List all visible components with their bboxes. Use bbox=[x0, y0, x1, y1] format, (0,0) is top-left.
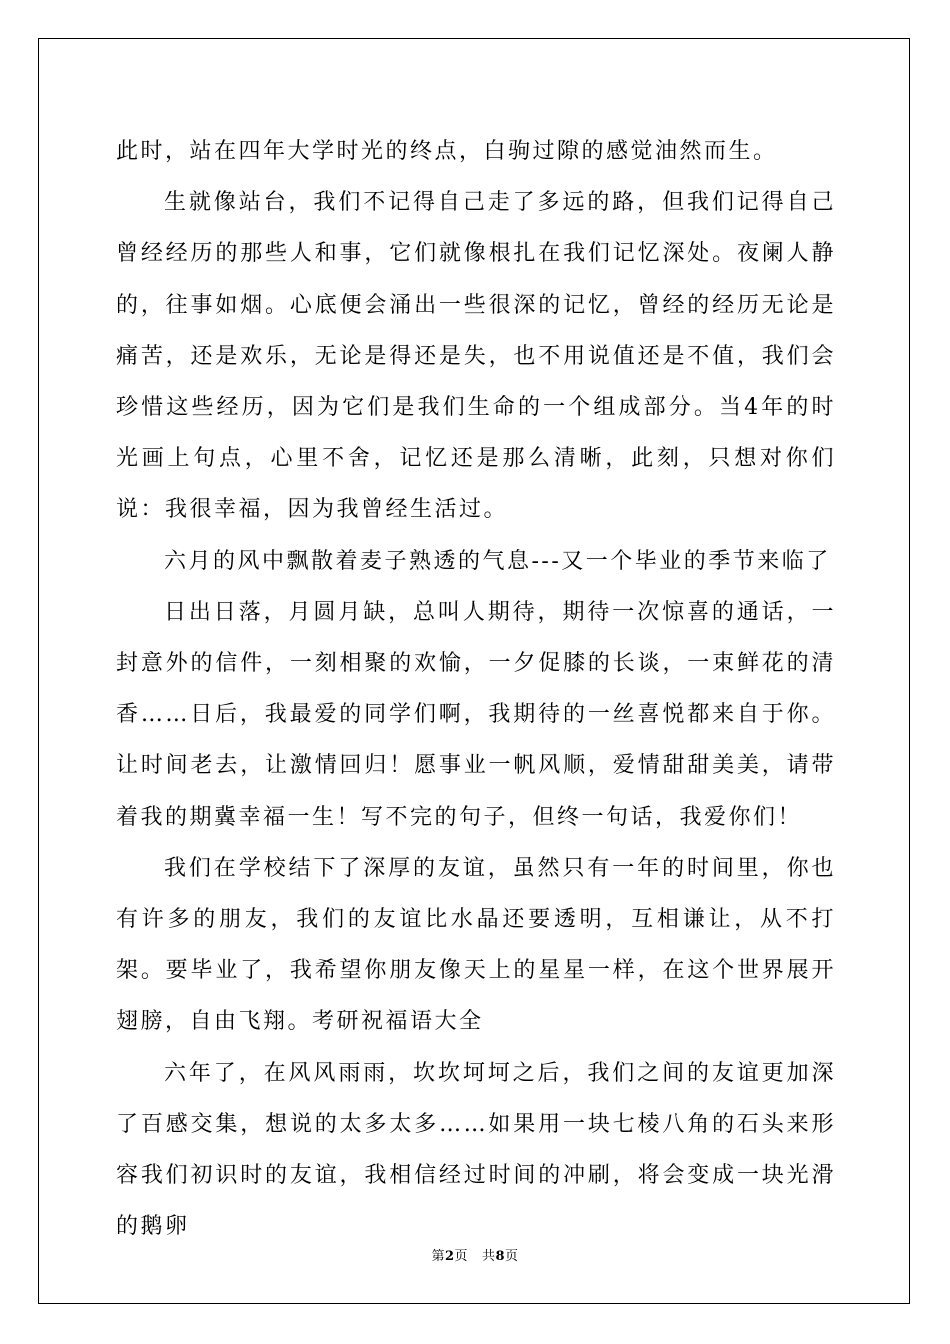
page-suffix: 页 bbox=[454, 1249, 469, 1264]
paragraph: 我们在学校结下了深厚的友谊，虽然只有一年的时间里，你也有许多的朋友，我们的友谊比水晶还要透明，互相谦让，从不打架。要毕业了，我希望你朋友像天上的星星一样，在这个世界展开翅膀，自由飞翔。考研祝福语大全 bbox=[116, 855, 836, 1035]
paragraph: 六月的风中飘散着麦子熟透的气息---又一个毕业的季节来临了 bbox=[164, 548, 831, 574]
paragraph: 此时，站在四年大学时光的终点，白驹过隙的感觉油然而生。 bbox=[116, 139, 778, 164]
total-suffix: 页 bbox=[505, 1249, 519, 1264]
paragraph: 生就像站台，我们不记得自己走了多远的路，但我们记得自己曾经经历的那些人和事，它们就像根扎在我们记忆深处。夜阑人静的，往事如烟。心底便会涌出一些很深的记忆，曾经的经历无论是痛苦，还是欢乐，无论是得还是失，也不用说值还是不值，我们会珍惜这些经历，因为它们是我们生命的一个组成部分。当4年的时光画上句点，心里不舍，记忆还是那么清晰，此刻，只想对你们说：我很幸福，因为我曾经生活过。 bbox=[116, 190, 836, 523]
paragraph: 六年了，在风风雨雨，坎坎坷坷之后，我们之间的友谊更加深了百感交集，想说的太多太多……如果用一块七棱八角的石头来形容我们初识时的友谊，我相信经过时间的冲刷，将会变成一块光滑的鹅卵 bbox=[116, 1060, 836, 1240]
document-body bbox=[116, 126, 836, 1252]
total-prefix: 共 bbox=[481, 1249, 496, 1264]
total-pages: 8 bbox=[495, 1249, 506, 1264]
paragraph: 日出日落，月圆月缺，总叫人期待，期待一次惊喜的通话，一封意外的信件，一刻相聚的欢愉，一夕促膝的长谈，一束鲜花的清香……日后，我最爱的同学们啊，我期待的一丝喜悦都来自于你。让时间老去，让激情回归！愿事业一帆风顺，爱情甜甜美美，请带着我的期冀幸福一生！写不完的句子，但终一句话，我爱你们！ bbox=[116, 599, 836, 830]
page-number: 2 bbox=[444, 1249, 455, 1264]
page-prefix: 第 bbox=[431, 1249, 445, 1264]
page-footer bbox=[0, 1248, 950, 1266]
